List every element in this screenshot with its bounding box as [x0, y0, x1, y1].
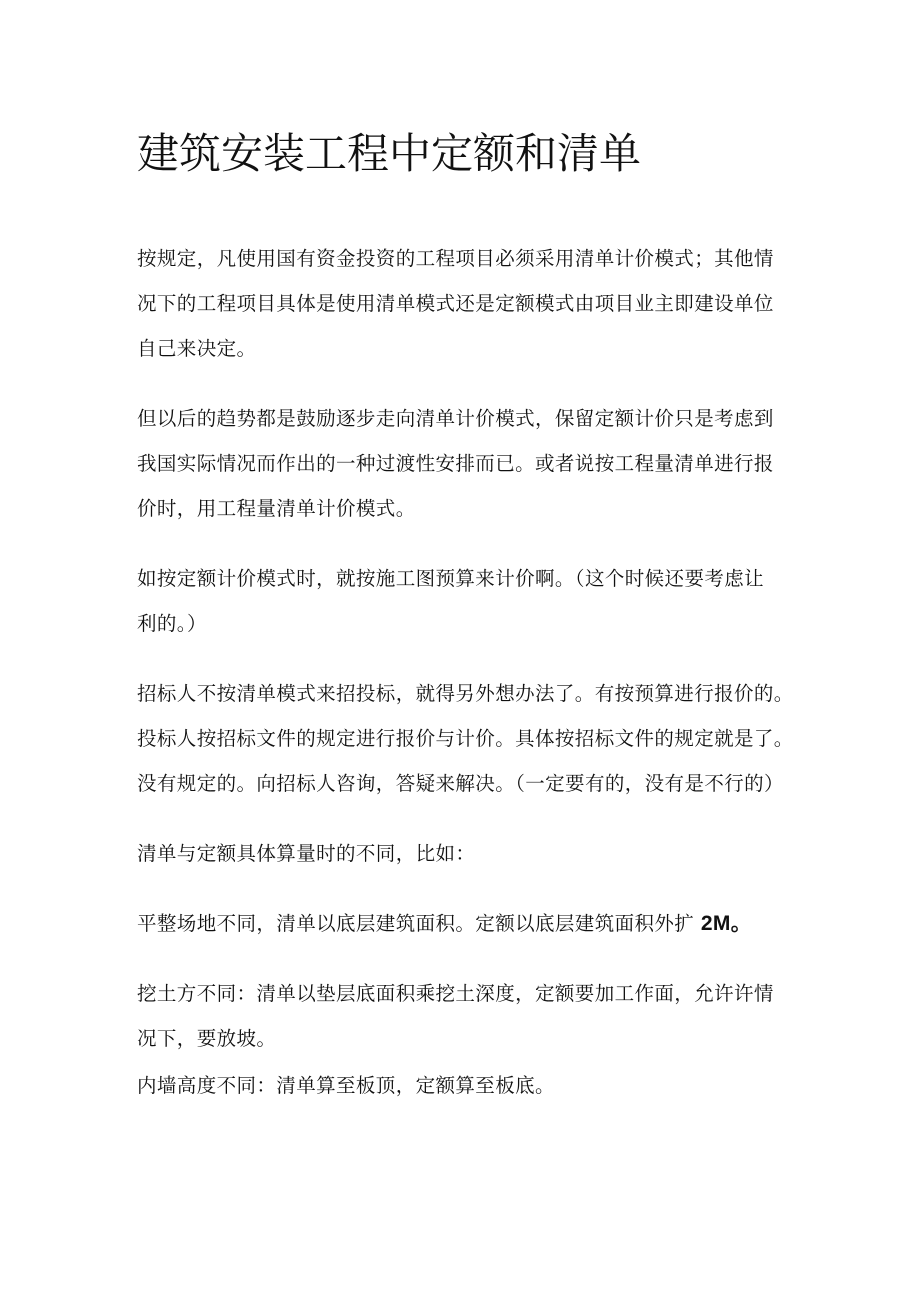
text-line: 招标人不按清单模式来招投标，就得另外想办法了。有按预算进行报价的。	[137, 682, 794, 705]
document-title: 建筑安装工程中定额和清单	[137, 129, 642, 178]
text-line: 况下，要放坡。	[137, 1027, 277, 1050]
text-line: 清单与定额具体算量时的不同，比如：	[137, 842, 476, 865]
text-line: 如按定额计价模式时，就按施工图预算来计价啊。（这个时候还要考虑让	[137, 567, 765, 590]
paragraph-8	[137, 1063, 797, 1108]
text-line: 没有规定的。向招标人咨询，答疑来解决。（一定要有的，没有是不行的）	[137, 772, 784, 795]
text-line: 投标人按招标文件的规定进行报价与计价。具体按招标文件的规定就是了。	[137, 727, 794, 750]
text-line: 价时，用工程量清单计价模式。	[137, 497, 416, 520]
text-line: 利的。）	[137, 612, 207, 635]
text-line: 自己来决定。	[137, 337, 257, 360]
paragraph-1	[137, 236, 797, 371]
paragraph-5	[137, 831, 797, 876]
text-line-bold-suffix: 2M。	[700, 912, 753, 935]
paragraph-4	[137, 671, 797, 806]
paragraph-6	[137, 901, 797, 946]
paragraph-3	[137, 556, 797, 646]
text-line	[137, 901, 797, 946]
text-line: 我国实际情况而作出的一种过渡性安排而已。或者说按工程量清单进行报	[137, 452, 774, 475]
text-line-prefix: 平整场地不同，清单以底层建筑面积。定额以底层建筑面积外扩	[137, 912, 701, 935]
document-body	[137, 236, 797, 1108]
paragraph-7	[137, 971, 797, 1061]
text-line: 挖土方不同：清单以垫层底面积乘挖土深度，定额要加工作面，允许许情	[137, 982, 774, 1005]
text-line: 内墙高度不同：清单算至板顶，定额算至板底。	[137, 1074, 555, 1097]
text-line: 况下的工程项目具体是使用清单模式还是定额模式由项目业主即建设单位	[137, 292, 774, 315]
paragraph-2	[137, 396, 797, 531]
text-line: 但以后的趋势都是鼓励逐步走向清单计价模式，保留定额计价只是考虑到	[137, 407, 774, 430]
text-line: 按规定，凡使用国有资金投资的工程项目必须采用清单计价模式；其他情	[137, 247, 774, 270]
